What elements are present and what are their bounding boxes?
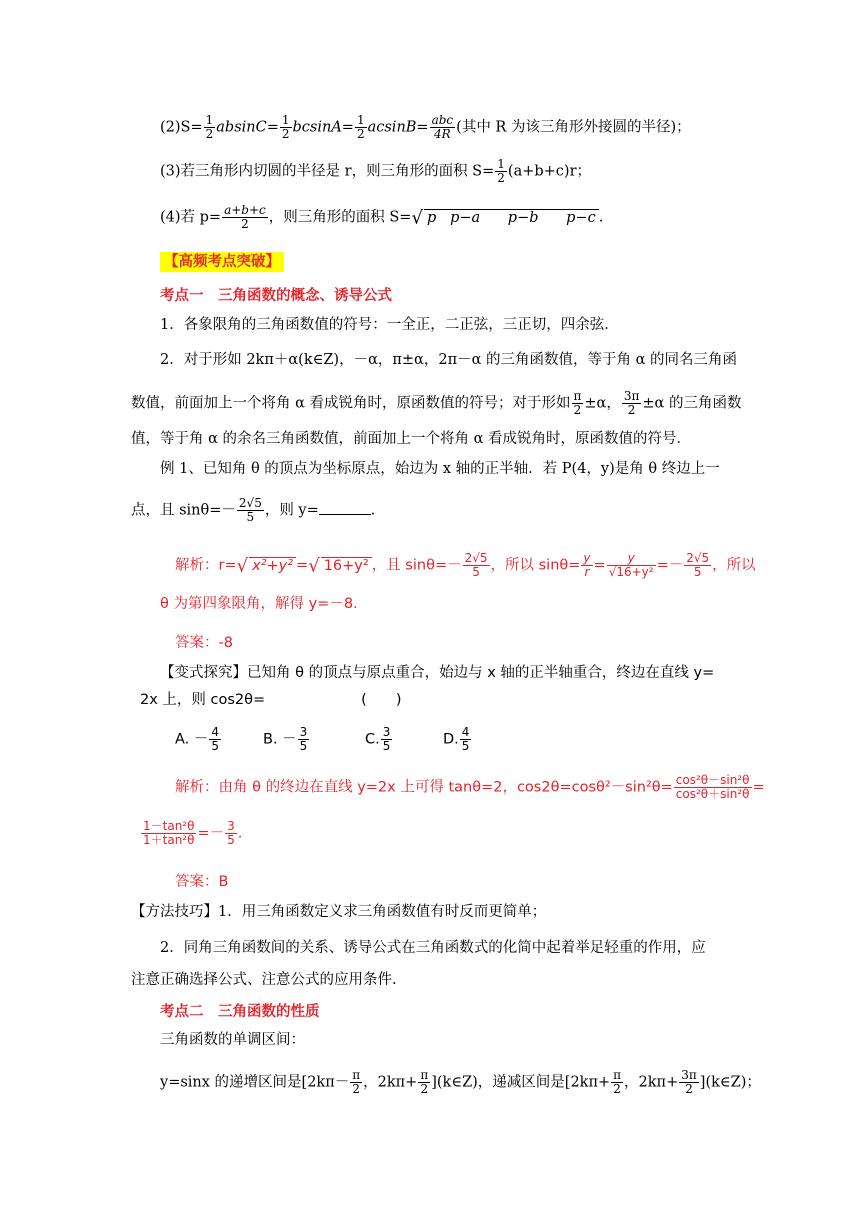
denominator: 5: [693, 565, 702, 579]
paragraph-2a: 2．对于形如 2kπ＋α(k∈Z)，－α，π±α，2π－α 的三角函数值，等于角 α 的同名三角函: [160, 352, 738, 368]
denominator: 2: [685, 1082, 693, 1096]
denominator: cos²θ＋sin²θ: [675, 787, 750, 801]
example1-line2: [131, 497, 375, 524]
denominator: 1＋tan²θ: [143, 833, 195, 847]
radical-sign: √: [308, 555, 320, 577]
option-c[interactable]: [365, 726, 393, 753]
text: ，则 y=: [264, 502, 319, 519]
text: (2)S=: [160, 119, 203, 136]
numerator: 3π: [623, 389, 640, 403]
option-b[interactable]: [263, 726, 310, 753]
text: =: [593, 557, 606, 574]
fraction: [463, 552, 490, 579]
fraction: [622, 390, 642, 417]
denominator: 4R: [434, 127, 451, 141]
variant-line1: 【变式探究】已知角 θ 的顶点与原点重合，始边与 x 轴的正半轴重合，终边在直线 y=: [160, 665, 715, 681]
text: ±α 的三角函数: [642, 395, 742, 412]
text: 解析：r=: [175, 557, 237, 574]
text: =: [752, 779, 765, 796]
text: ，2kπ+: [363, 1074, 418, 1091]
text: (a+b+c)r；: [507, 163, 592, 180]
fraction: [674, 774, 752, 801]
text: ，且 sinθ=－: [371, 557, 462, 574]
fraction: [350, 1069, 362, 1096]
fraction: [237, 497, 264, 524]
fraction: [684, 552, 711, 579]
text: ，所以: [712, 557, 756, 574]
fraction: [581, 552, 592, 579]
fraction: [430, 114, 456, 141]
numerator: 3: [227, 819, 235, 833]
paragraph-4: [160, 1069, 761, 1096]
numerator: cos²θ－sin²θ: [675, 773, 750, 787]
fraction: [222, 204, 268, 231]
method-tips-1: 【方法技巧】1．用三角函数定义求三角函数值有时反而更简单；: [131, 904, 547, 920]
denominator: 2: [627, 403, 636, 417]
radicand: 16+y²: [321, 557, 372, 574]
text: ，则三角形的面积 S=: [268, 209, 412, 226]
option-label: B. －: [263, 731, 297, 748]
denominator: 2: [356, 127, 365, 141]
denominator: √16+y²: [608, 565, 654, 579]
option-d[interactable]: [443, 726, 472, 753]
text: acsinB=: [367, 119, 429, 136]
fraction: [679, 1069, 699, 1096]
numerator: y: [607, 552, 656, 566]
radicand: p p−a p−b p−c: [424, 209, 599, 226]
numerator: 3: [382, 725, 391, 739]
paragraph-2c: 值，等于角 α 的余名三角函数值，前面加上一个将角 α 看成锐角时，原函数值的符号．: [131, 431, 692, 447]
solution1-line1: [175, 552, 756, 579]
denominator: 2: [352, 1082, 361, 1096]
denominator: 5: [211, 739, 220, 753]
denominator: 5: [382, 739, 391, 753]
text: .: [370, 502, 376, 519]
fraction: [611, 1069, 623, 1096]
text: ](k∈Z)；: [699, 1074, 761, 1091]
text: 点，且 sinθ=－: [131, 502, 236, 519]
text: ](k∈Z)，递减区间是[2kπ+: [431, 1074, 611, 1091]
option-label: A. －: [175, 731, 209, 748]
denominator: 2: [205, 127, 214, 141]
fraction: [209, 726, 221, 753]
denominator: 2: [573, 403, 582, 417]
paragraph-3: 三角函数的单调区间：: [160, 1032, 305, 1048]
solution2-line2: [140, 820, 242, 847]
numerator: 1: [281, 113, 290, 127]
numerator: 1: [205, 113, 214, 127]
answer1: 答案：-8: [175, 635, 233, 651]
option-label: D.: [443, 731, 459, 748]
text: =: [296, 557, 309, 574]
solution1-line2: θ 为第四象限角，解得 y=－8.: [160, 596, 358, 612]
text: 2x 上，则 cos2θ=: [140, 692, 266, 708]
fraction: [225, 820, 237, 847]
text: 数值，前面加上一个将角 α 看成锐角时，原函数值的符号；对于形如: [131, 395, 571, 412]
radical-sign: √: [236, 555, 249, 577]
denominator: 5: [472, 565, 480, 579]
section-badge: [160, 252, 284, 272]
denominator: 2: [241, 217, 249, 231]
numerator: 2√5: [464, 551, 488, 565]
numerator: 2√5: [238, 496, 262, 510]
text: =－: [656, 557, 684, 574]
denominator: 5: [461, 739, 470, 753]
fraction: [495, 158, 507, 185]
fraction: [607, 552, 656, 579]
numerator: 2√5: [686, 551, 710, 565]
variant-line2: [140, 690, 402, 710]
fraction: [460, 726, 472, 753]
fraction: [418, 1069, 430, 1096]
text: .: [237, 825, 243, 842]
section2-title: 考点二 三角函数的性质: [160, 1004, 320, 1020]
text: (3)若三角形内切圆的半径是 r，则三角形的面积 S=: [160, 163, 495, 180]
numerator: π: [573, 389, 582, 403]
formula-3: [160, 158, 591, 185]
denominator: 2: [497, 171, 505, 185]
fraction: [141, 820, 196, 847]
numerator: π: [420, 1068, 429, 1082]
text: .: [598, 209, 604, 226]
denominator: 2: [420, 1082, 429, 1096]
radical-sign: √: [411, 207, 423, 229]
text: ( ): [361, 692, 402, 708]
numerator: 3: [299, 725, 308, 739]
text: =－: [197, 825, 225, 842]
fraction: [381, 726, 393, 753]
answer2: 答案：B: [175, 874, 229, 890]
formula-4: [160, 204, 603, 231]
numerator: π: [613, 1068, 622, 1082]
numerator: y: [583, 551, 591, 565]
fraction: [298, 726, 310, 753]
solution2-line1: [175, 774, 765, 801]
example1-line1: 例 1、已知角 θ 的顶点为坐标原点，始边为 x 轴的正半轴．若 P(4，y)是角 θ 终边上一: [160, 461, 720, 477]
numerator: 1－tan²θ: [143, 819, 195, 833]
text: ±α，: [584, 395, 621, 412]
method-tips-2a: 2．同角三角函数间的关系、诱导公式在三角函数式的化简中起着举足轻重的作用，应: [160, 940, 706, 956]
text: absinC=: [216, 119, 279, 136]
text: 解析：由角 θ 的终边在直线 y=2x 上可得 tanθ=2，cos2θ=cosθ²－sin²θ=: [175, 779, 673, 796]
numerator: a+b+c: [224, 203, 266, 217]
text: bcsinA=: [292, 119, 354, 136]
text: (其中 R 为该三角形外接圆的半径)；: [456, 119, 691, 136]
numerator: 1: [497, 157, 505, 171]
option-a[interactable]: [175, 726, 222, 753]
denominator: 2: [281, 127, 290, 141]
text: (4)若 p=: [160, 209, 222, 226]
fraction: [572, 390, 584, 417]
denominator: 5: [227, 833, 235, 847]
numerator: abc: [431, 113, 454, 127]
formula-2: [160, 114, 691, 141]
fraction: [355, 114, 367, 141]
text: y=sinx 的递增区间是[2kπ－: [160, 1074, 350, 1091]
badge-label: 【高频考点突破】: [160, 252, 284, 272]
denominator: 2: [613, 1082, 621, 1096]
numerator: 4: [461, 725, 470, 739]
denominator: 5: [246, 510, 255, 524]
numerator: 3π: [681, 1068, 697, 1082]
method-tips-2b: 注意正确选择公式、注意公式的应用条件.: [131, 972, 397, 988]
section1-title: 考点一 三角函数的概念、诱导公式: [160, 288, 392, 304]
numerator: 1: [356, 113, 365, 127]
fraction: [204, 114, 216, 141]
radicand: x²+y²: [249, 557, 296, 574]
denominator: r: [584, 565, 590, 579]
text: ，所以 sinθ=: [490, 557, 581, 574]
fraction: [280, 114, 292, 141]
numerator: π: [352, 1068, 361, 1082]
text: ，2kπ+: [624, 1074, 679, 1091]
answer-blank[interactable]: [319, 500, 371, 515]
denominator: 5: [299, 739, 308, 753]
numerator: 4: [211, 725, 220, 739]
option-label: C.: [365, 731, 380, 748]
paragraph-2b: [131, 390, 741, 417]
paragraph-1: 1．各象限角的三角函数值的符号：一全正，二正弦，三正切，四余弦．: [160, 317, 619, 333]
